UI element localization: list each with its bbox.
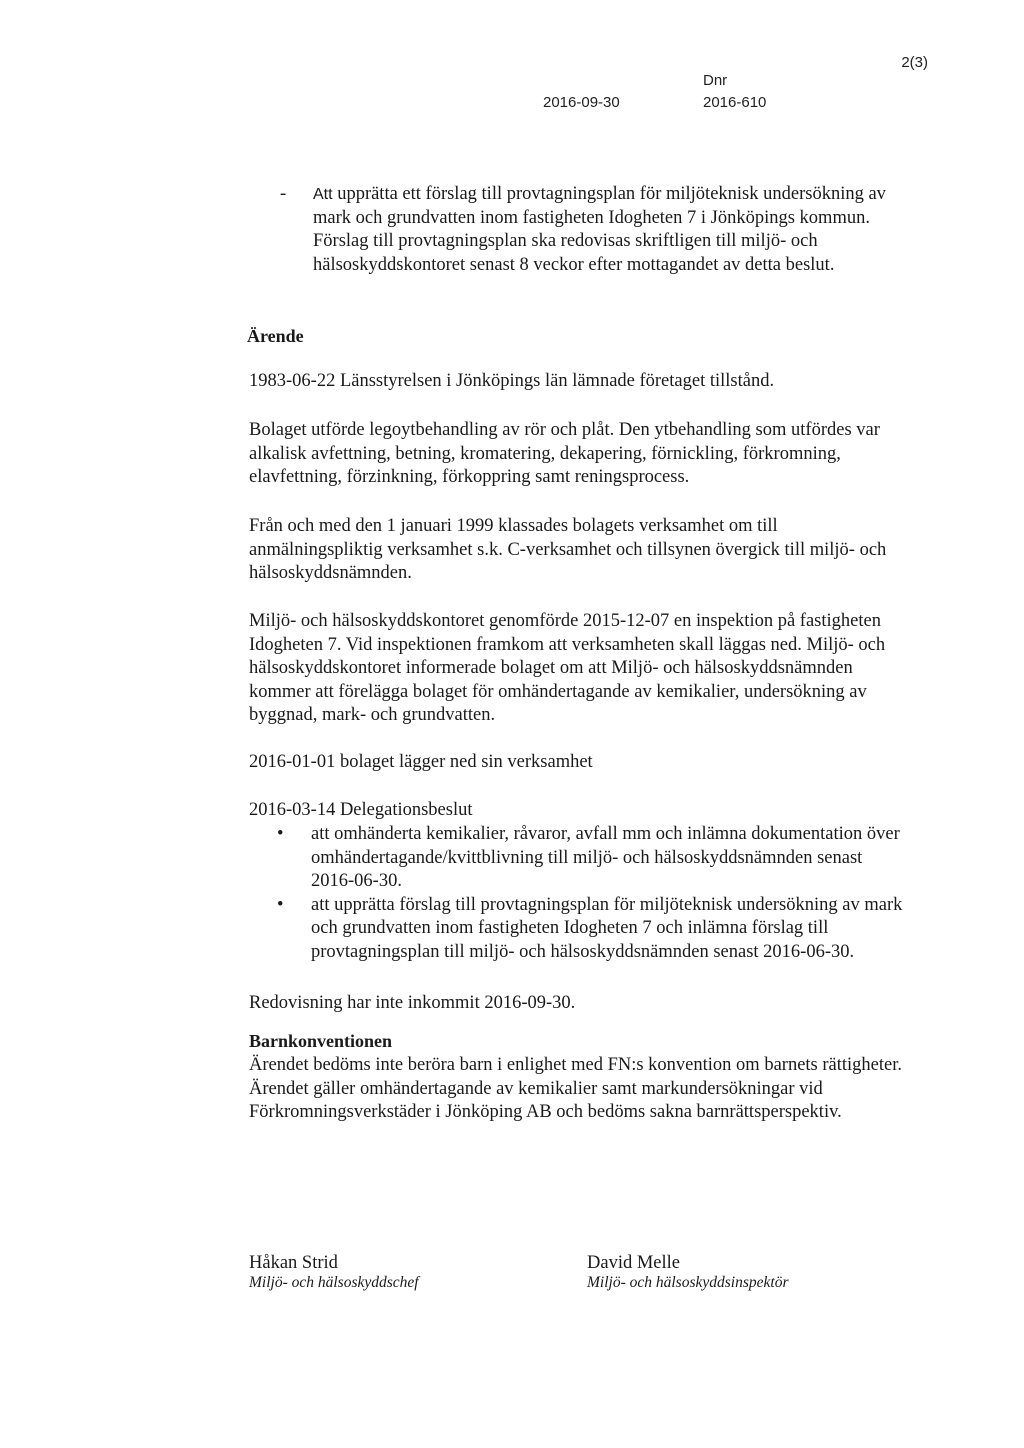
paragraph-treatment: Bolaget utförde legoytbehandling av rör och plåt. Den ytbehandling som utfördes var alkalisk avfettning, betning, kromatering, dekapering, förnickling, förkromning, elavfettning, förzinkning, förkoppring samt reningsprocess. (249, 420, 880, 487)
delegation-list (249, 823, 909, 964)
signature-title: Miljö- och hälsoskyddsinspektör (587, 1274, 789, 1291)
child-rights-text: Ärendet bedöms inte beröra barn i enlighet med FN:s konvention om barnets rättigheter. Ärendet gäller omhändertagande av kemikalier samt markundersökningar vid Förkromningsverkstäder i Jönköping AB och bedöms sakna barnrättsperspektiv. (249, 1055, 902, 1122)
paragraph-shutdown: 2016-01-01 bolaget lägger ned sin verksamhet (249, 752, 593, 772)
bullet-icon: • (277, 824, 284, 844)
delegation-title: 2016-03-14 Delegationsbeslut (249, 800, 473, 820)
list-item-text: att omhänderta kemikalier, råvaror, avfall mm och inlämna dokumentation över omhändertagande/kvittblivning till miljö- och hälsoskyddsnämnden senast 2016-06-30. (311, 824, 900, 891)
dnr-label: Dnr (703, 72, 728, 89)
bullet-icon: • (277, 894, 284, 915)
paragraph-reclassification: Från och med den 1 januari 1999 klassades bolagets verksamhet om till anmälningspliktig verksamhet s.k. C-verksamhet och tillsynen övergick till miljö- och hälsoskyddsnämnden. (249, 516, 887, 583)
paragraph-inspection: Miljö- och hälsoskyddskontoret genomförde 2015-12-07 en inspektion på fastigheten Idogheten 7. Vid inspektionen framkom att verksamheten skall läggas ned. Miljö- och hälsoskyddskontoret informerade bolaget om att Miljö- och hälsoskyddsnämnden kommer att förelägga bolaget för omhändertagande av kemikalier, undersökning av byggnad, mark- och grundvatten. (249, 611, 886, 725)
section-heading-arende: Ärende (247, 326, 304, 346)
signature-block (587, 1253, 788, 1292)
document-date: 2016-09-30 (543, 94, 620, 111)
dnr-value: 2016-610 (703, 94, 767, 111)
intro-lead-word: Att (313, 186, 333, 203)
signature-title: Miljö- och hälsoskyddschef (249, 1274, 419, 1291)
list-item (249, 823, 909, 894)
delegation-followup: Redovisning har inte inkommit 2016-09-30. (249, 993, 576, 1013)
list-item (249, 894, 909, 965)
paragraph-permit: 1983-06-22 Länsstyrelsen i Jönköpings län lämnade företaget tillstånd. (249, 371, 775, 391)
intro-dash: - (280, 184, 287, 204)
signature-name: Håkan Strid (249, 1253, 338, 1273)
signature-name: David Melle (587, 1253, 680, 1273)
intro-item (313, 183, 893, 277)
child-rights-heading: Barnkonventionen (249, 1031, 393, 1051)
signature-block (249, 1253, 419, 1292)
intro-item-text: upprätta ett förslag till provtagningsplan för miljöteknisk undersökning av mark och grundvatten inom fastigheten Idogheten 7 i Jönköpings kommun. Förslag till provtagningsplan ska redovisas skriftligen till miljö- och hälsoskyddskontoret senast 8 veckor efter mottagandet av detta beslut. (313, 184, 886, 275)
page-number: 2(3) (901, 54, 928, 71)
list-item-text: att upprätta förslag till provtagningsplan för miljöteknisk undersökning av mark och grundvatten inom fastigheten Idogheten 7 och inlämna förslag till provtagningsplan till miljö- och hälsoskyddsnämnden senast 2016-06-30. (311, 894, 903, 962)
